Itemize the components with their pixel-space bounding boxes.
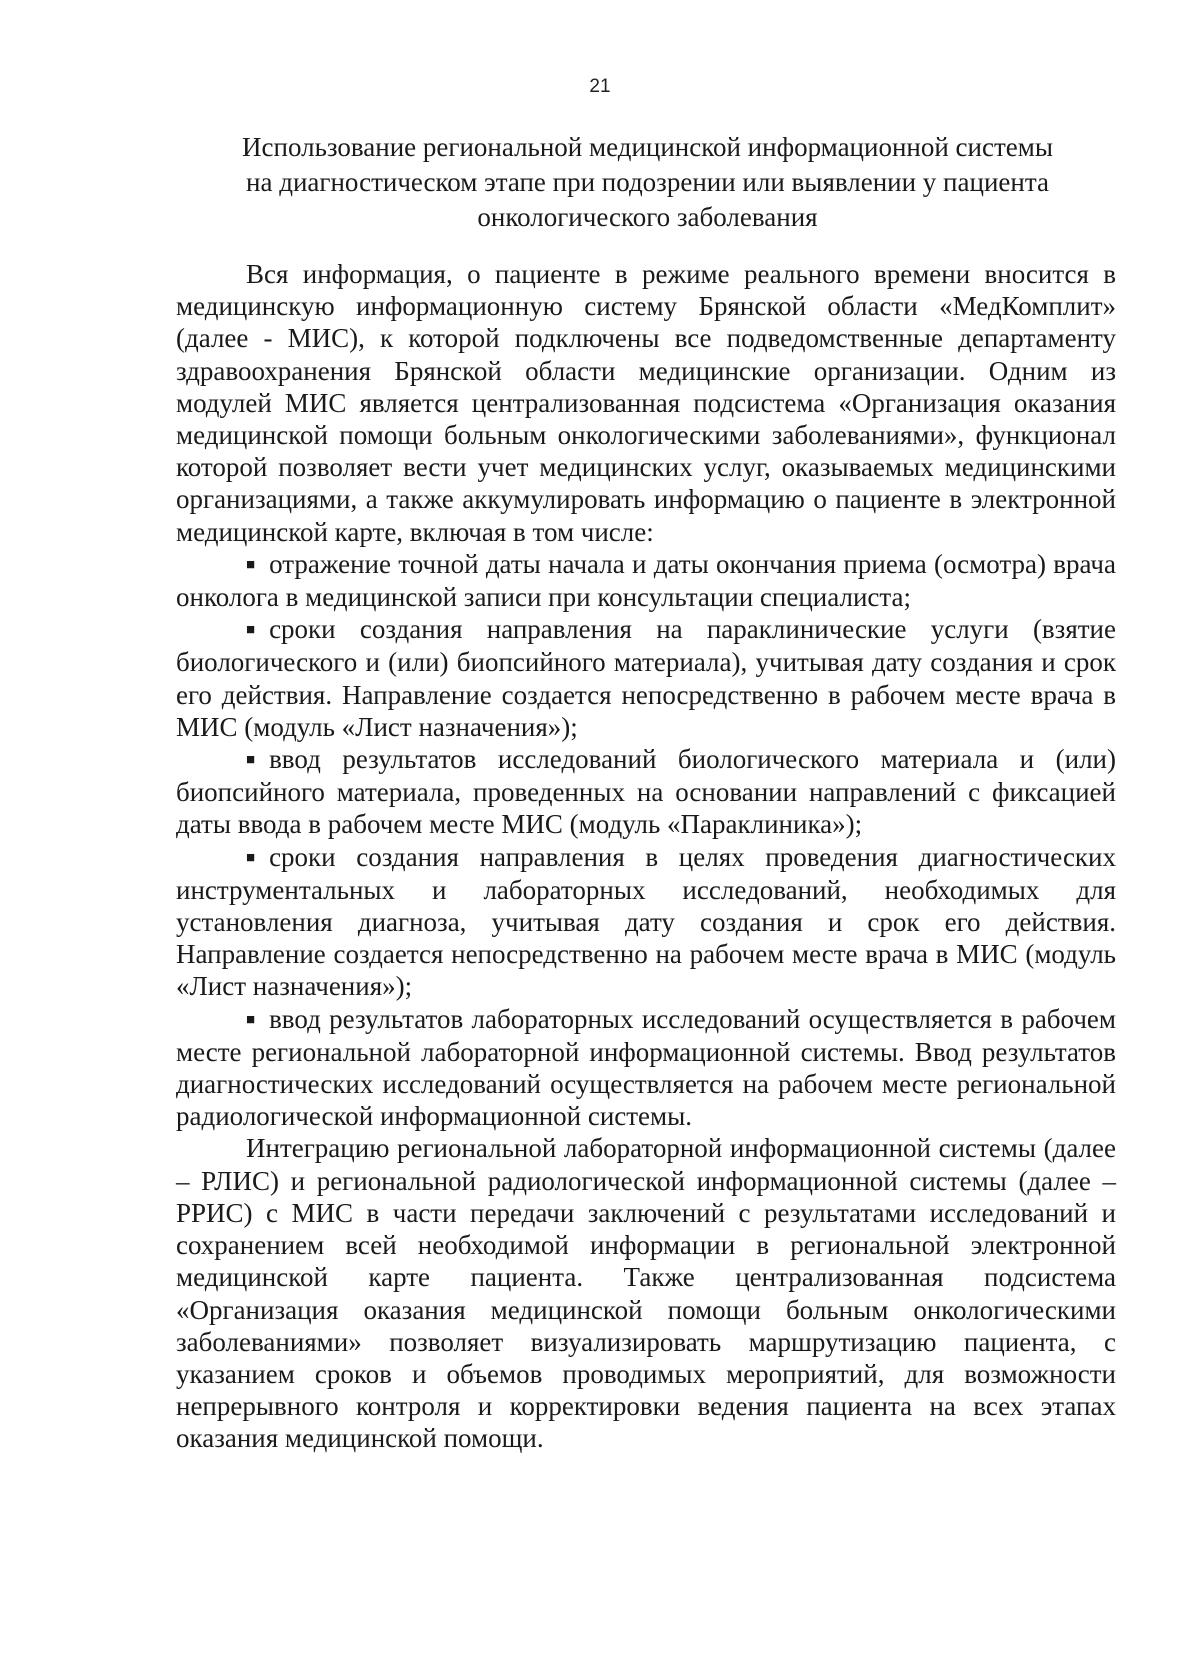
bullet-marker-icon: ■ (246, 849, 256, 866)
bullet-item (176, 743, 1116, 841)
bullet-item (176, 613, 1116, 743)
paragraph-text: Вся информация, о пациенте в режиме реального времени вносится в медицинскую информационную систему Брянской области «МедКомплит» (далее - МИС), к которой подключены все подведомственные департаменту здравоохранения Брянской области медицинские организации. Одним из модулей МИС является централизованная подсистема «Организация оказания медицинской помощи больным онкологическими заболеваниями», функционал которой позволяет вести учет медицинских услуг, оказываемых медицинскими организациями, а также аккумулировать информацию о пациенте в электронной медицинской карте, включая в том числе: (176, 259, 1116, 547)
bullet-marker-icon: ■ (246, 1011, 256, 1028)
title-line: Использование региональной медицинской информационной системы (242, 132, 1053, 162)
bullet-text: ввод результатов исследований биологического материала и (или) биопсийного материала, проведенных на основании направлений с фиксацией даты ввода в рабочем месте МИС (модуль «Параклиника»); (176, 744, 1116, 840)
bullet-marker-icon: ■ (246, 556, 256, 573)
bullet-text: сроки создания направления на параклинические услуги (взятие биологического и (или) биопсийного материала), учитывая дату создания и срок его действия. Направление создается непосредственно в рабочем месте врача в МИС (модуль «Лист назначения»); (176, 614, 1116, 742)
document-title (180, 130, 1115, 235)
title-line: на диагностическом этапе при подозрении или выявлении у пациента (246, 167, 1049, 197)
bullet-marker-icon: ■ (246, 752, 256, 769)
document-body (176, 258, 1116, 1455)
bullet-text: отражение точной даты начала и даты окончания приема (осмотра) врача онколога в медицинской записи при консультации специалиста; (176, 548, 1116, 613)
bullet-item (176, 841, 1116, 1003)
paragraph-text: Интеграцию региональной лабораторной информационной системы (далее – РЛИС) и региональной радиологической информационной системы (далее – РРИС) с МИС в части передачи заключений с результатами исследований и сохранением всей необходимой информации в региональной электронной медицинской карте пациента. Также централизованная подсистема «Организация оказания медицинской помощи больным онкологическими заболеваниями» позволяет визуализировать маршрутизацию пациента, с указанием сроков и объемов проводимых мероприятий, для возможности непрерывного контроля и корректировки ведения пациента на всех этапах оказания медицинской помощи. (176, 1133, 1116, 1454)
bullet-marker-icon: ■ (246, 622, 256, 639)
paragraph (176, 1132, 1116, 1454)
bullet-text: сроки создания направления в целях проведения диагностических инструментальных и лабораторных исследований, необходимых для установления диагноза, учитывая дату создания и срок его действия. Направление создается непосредственно на рабочем месте врача в МИС (модуль «Лист назначения»); (176, 841, 1116, 1002)
paragraph (176, 258, 1116, 548)
title-line: онкологического заболевания (477, 202, 818, 232)
bullet-item (176, 1003, 1116, 1133)
page-number: 21 (589, 76, 611, 97)
bullet-text: ввод результатов лабораторных исследований осуществляется в рабочем месте региональной лабораторной информационной системы. Ввод результатов диагностических исследований осуществляется на рабочем месте региональной радиологической информационной системы. (176, 1003, 1116, 1132)
bullet-item (176, 548, 1116, 613)
